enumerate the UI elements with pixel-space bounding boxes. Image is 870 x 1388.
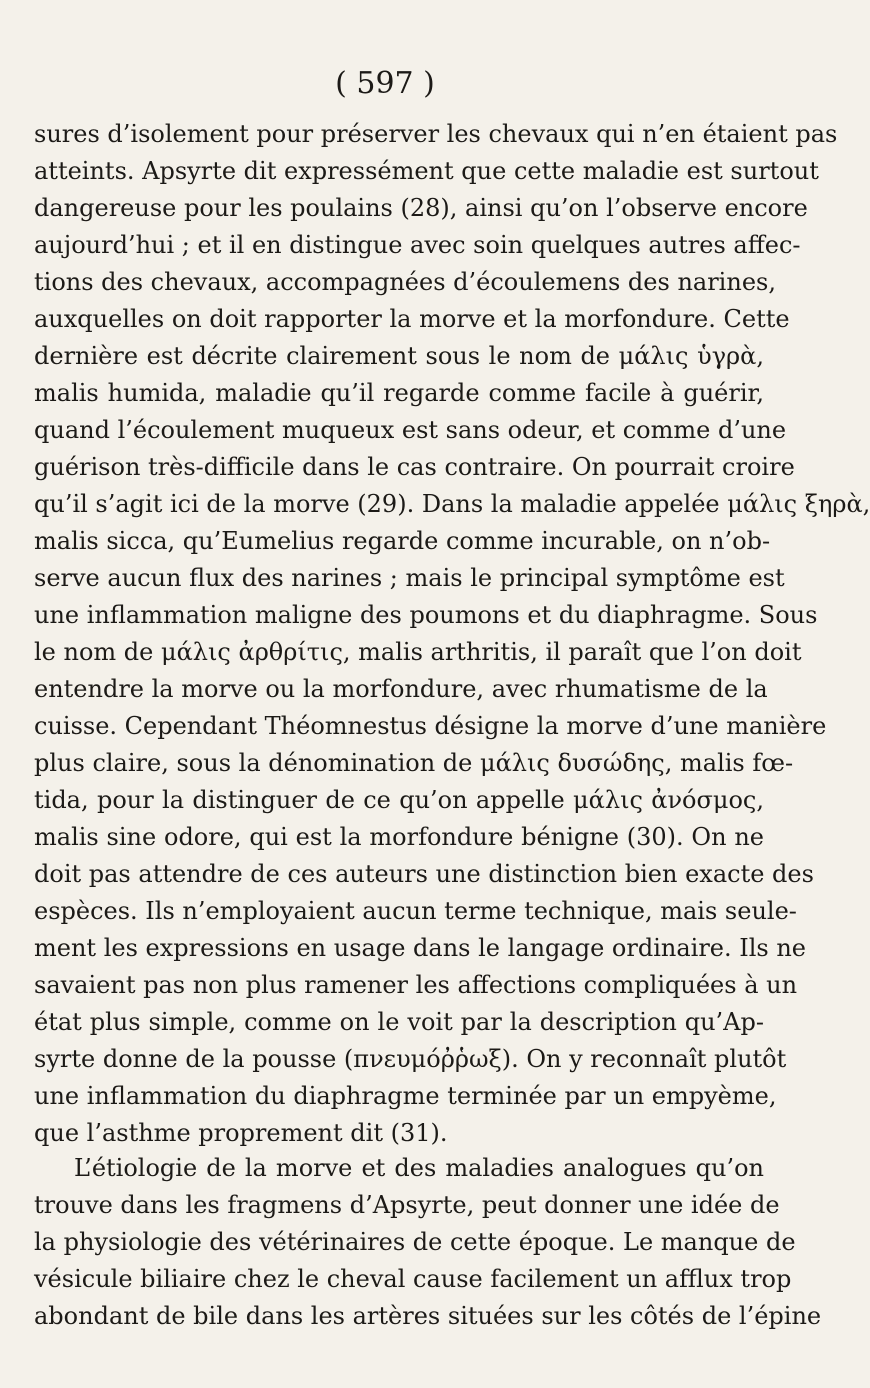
text-line: guérison très-difficile dans le cas contraire. On pourrait croire [34, 453, 795, 481]
text-line: malis humida, maladie qu’il regarde comme facile à guérir, [34, 379, 764, 407]
text-line: cuisse. Cependant Théomnestus désigne la morve d’une manière [34, 712, 827, 740]
text-line: la physiologie des vétérinaires de cette époque. Le manque de [34, 1228, 796, 1256]
text-line: que l’asthme proprement dit (31). [34, 1119, 448, 1147]
text-line: malis sine odore, qui est la morfondure bénigne (30). On ne [34, 823, 764, 851]
text-line: dangereuse pour les poulains (28), ainsi qu’on l’observe encore [34, 194, 808, 222]
text-line: aujourd’hui ; et il en distingue avec soin quelques autres affec- [34, 231, 801, 259]
text-line: espèces. Ils n’employaient aucun terme technique, mais seule- [34, 897, 797, 925]
text-line: abondant de bile dans les artères situées sur les côtés de l’épine [34, 1302, 822, 1330]
text-line: vésicule biliaire chez le cheval cause facilement un afflux trop [34, 1265, 792, 1293]
text-line: doit pas attendre de ces auteurs une distinction bien exacte des [34, 860, 814, 888]
paragraph-1 [34, 116, 870, 1152]
text-line: état plus simple, comme on le voit par la description qu’Ap- [34, 1008, 764, 1036]
text-line: sures d’isolement pour préserver les chevaux qui n’en étaient pas [34, 120, 838, 148]
text-line: une inflammation du diaphragme terminée par un empyème, [34, 1082, 777, 1110]
text-line: une inflammation maligne des poumons et du diaphragme. Sous [34, 601, 818, 629]
text-line: ment les expressions en usage dans le langage ordinaire. Ils ne [34, 934, 807, 962]
page-number: ( 597 ) [335, 66, 435, 101]
text-line: plus claire, sous la dénomination de μάλις δυσώδης, malis fœ- [34, 749, 794, 777]
text-line: dernière est décrite clairement sous le nom de μάλις ὑγρὰ, [34, 342, 764, 370]
text-line: quand l’écoulement muqueux est sans odeur, et comme d’une [34, 416, 787, 444]
text-line: tida, pour la distinguer de ce qu’on appelle μάλις ἀνόσμος, [34, 786, 764, 814]
text-line: serve aucun flux des narines ; mais le principal symptôme est [34, 564, 785, 592]
text-line: atteints. Apsyrte dit expressément que cette maladie est surtout [34, 157, 819, 185]
text-line: L’étiologie de la morve et des maladies analogues qu’on [74, 1154, 764, 1182]
text-line: le nom de μάλις ἀρθρίτις, malis arthritis, il paraît que l’on doit [34, 638, 802, 666]
text-line: auxquelles on doit rapporter la morve et la morfondure. Cette [34, 305, 790, 333]
text-line: syrte donne de la pousse (πνευμόῤῥωξ). On y reconnaît plutôt [34, 1045, 787, 1073]
paragraph-2 [34, 1150, 822, 1335]
text-line: entendre la morve ou la morfondure, avec rhumatisme de la [34, 675, 768, 703]
text-line: qu’il s’agit ici de la morve (29). Dans la maladie appelée μάλις ξηρὰ, [34, 490, 870, 518]
text-line: tions des chevaux, accompagnées d’écoulemens des narines, [34, 268, 776, 296]
text-line: savaient pas non plus ramener les affections compliquées à un [34, 971, 798, 999]
text-line: malis sicca, qu’Eumelius regarde comme incurable, on n’ob- [34, 527, 771, 555]
text-line: trouve dans les fragmens d’Apsyrte, peut donner une idée de [34, 1191, 780, 1219]
